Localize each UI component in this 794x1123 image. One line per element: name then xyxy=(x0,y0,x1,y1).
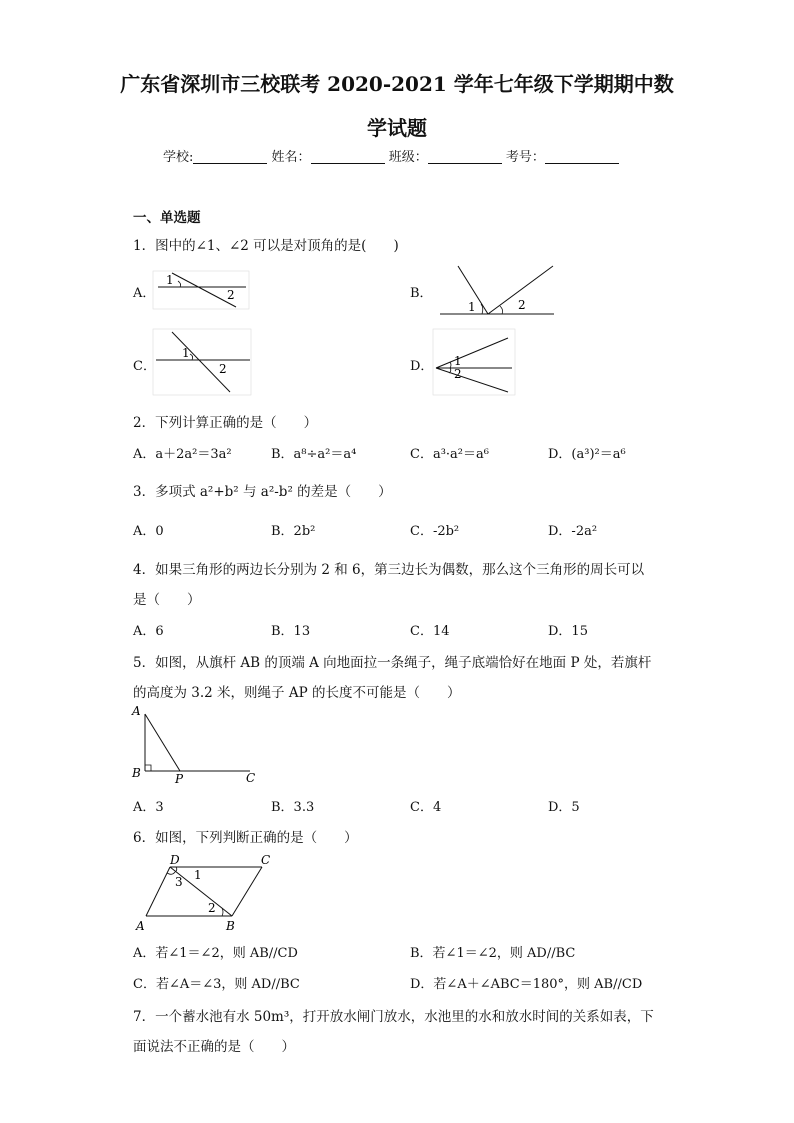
q3-option-a: A．0 xyxy=(133,524,164,539)
q6-option-c: C．若∠A＝∠3，则 AD//BC xyxy=(133,977,300,992)
name-label: 姓名： xyxy=(271,150,311,165)
q1d-angle2-label: 2 xyxy=(454,367,462,381)
q6-option-a: A．若∠1＝∠2，则 AB//CD xyxy=(133,946,298,961)
q1-option-c-label: C． xyxy=(133,359,156,374)
school-blank[interactable] xyxy=(193,149,267,164)
class-label: 班级： xyxy=(388,150,428,165)
class-blank[interactable] xyxy=(428,149,502,164)
q2-option-d: D．(a³)²＝a⁶ xyxy=(548,447,626,462)
q1-figure-b xyxy=(438,262,558,322)
section-heading: 一、单选题 xyxy=(133,210,201,226)
question-5-stem-line2: 的高度为 3.2 米，则绳子 AP 的长度不可能是（ ） xyxy=(133,685,461,701)
q6-point-a-label: A xyxy=(136,919,145,933)
q6-angle3-label: 3 xyxy=(175,875,183,889)
question-1-stem: 1．图中的∠1、∠2 可以是对顶角的是( ) xyxy=(133,238,399,254)
question-3-stem: 3．多项式 a²+b² 与 a²-b² 的差是（ ） xyxy=(133,484,392,500)
question-2-stem: 2．下列计算正确的是（ ） xyxy=(133,415,318,431)
q4-option-c: C．14 xyxy=(410,624,450,639)
name-blank[interactable] xyxy=(311,149,385,164)
q1a-angle2-label: 2 xyxy=(227,288,235,302)
q6-option-b: B．若∠1＝∠2，则 AD//BC xyxy=(410,946,576,961)
q2-option-a: A．a＋2a²＝3a² xyxy=(133,447,232,462)
q6-figure xyxy=(130,850,280,934)
q1-figure-a xyxy=(152,270,252,312)
question-7-stem-line2: 面说法不正确的是（ ） xyxy=(133,1039,295,1055)
exam-no-label: 考号： xyxy=(505,150,545,165)
q1a-angle1-label: 1 xyxy=(166,273,174,287)
q4-option-a: A．6 xyxy=(133,624,164,639)
q1b-angle2-label: 2 xyxy=(518,298,526,312)
q1c-angle1-label: 1 xyxy=(182,346,190,360)
q3-option-d: D．-2a² xyxy=(548,524,598,539)
exam-no-blank[interactable] xyxy=(545,149,619,164)
q6-angle1-label: 1 xyxy=(194,868,202,882)
q1-figure-d xyxy=(432,328,518,398)
q5-figure xyxy=(128,700,268,786)
q1c-angle2-label: 2 xyxy=(219,362,227,376)
question-5-stem-line1: 5．如图，从旗杆 AB 的顶端 A 向地面拉一条绳子，绳子底端恰好在地面 P 处，若旗杆 xyxy=(133,655,652,671)
q2-option-c: C．a³·a²＝a⁶ xyxy=(410,447,489,462)
page-title-line1: 广东省深圳市三校联考 2020-2021 学年七年级下学期期中数 xyxy=(120,72,674,96)
q5-option-c: C．4 xyxy=(410,800,442,815)
question-6-stem: 6．如图，下列判断正确的是（ ） xyxy=(133,830,358,846)
q3-option-b: B．2b² xyxy=(271,524,316,539)
q5-point-c-label: C xyxy=(246,771,256,785)
student-info-line xyxy=(163,146,619,165)
q5-point-a-label: A xyxy=(132,704,141,718)
question-4-stem-line2: 是（ ） xyxy=(133,592,201,608)
q5-point-b-label: B xyxy=(132,766,141,780)
q2-option-b: B．a⁸÷a²＝a⁴ xyxy=(271,447,357,462)
q5-option-d: D．5 xyxy=(548,800,580,815)
q6-point-c-label: C xyxy=(261,853,271,867)
question-7-stem-line1: 7．一个蓄水池有水 50m³，打开放水闸门放水，水池里的水和放水时间的关系如表，下 xyxy=(133,1009,654,1025)
q1-option-b-label: B． xyxy=(410,286,433,301)
q4-option-b: B．13 xyxy=(271,624,311,639)
q1-option-a-label: A． xyxy=(133,286,156,301)
q5-option-a: A．3 xyxy=(133,800,164,815)
q6-option-d: D．若∠A＋∠ABC＝180°，则 AB//CD xyxy=(410,977,643,992)
q6-point-b-label: B xyxy=(226,919,235,933)
q6-angle2-label: 2 xyxy=(208,901,216,915)
q5-option-b: B．3.3 xyxy=(271,800,315,815)
q6-point-d-label: D xyxy=(170,853,180,867)
q3-option-c: C．-2b² xyxy=(410,524,460,539)
q1d-angle1-label: 1 xyxy=(454,354,462,368)
q1-figure-c xyxy=(152,328,254,398)
page-title-line2: 学试题 xyxy=(367,116,427,140)
q4-option-d: D．15 xyxy=(548,624,588,639)
school-label: 学校: xyxy=(163,150,194,165)
q1b-angle1-label: 1 xyxy=(468,300,476,314)
q5-point-p-label: P xyxy=(175,772,184,786)
question-4-stem-line1: 4．如果三角形的两边长分别为 2 和 6，第三边长为偶数，那么这个三角形的周长可以 xyxy=(133,562,645,578)
q1-option-d-label: D． xyxy=(410,359,434,374)
